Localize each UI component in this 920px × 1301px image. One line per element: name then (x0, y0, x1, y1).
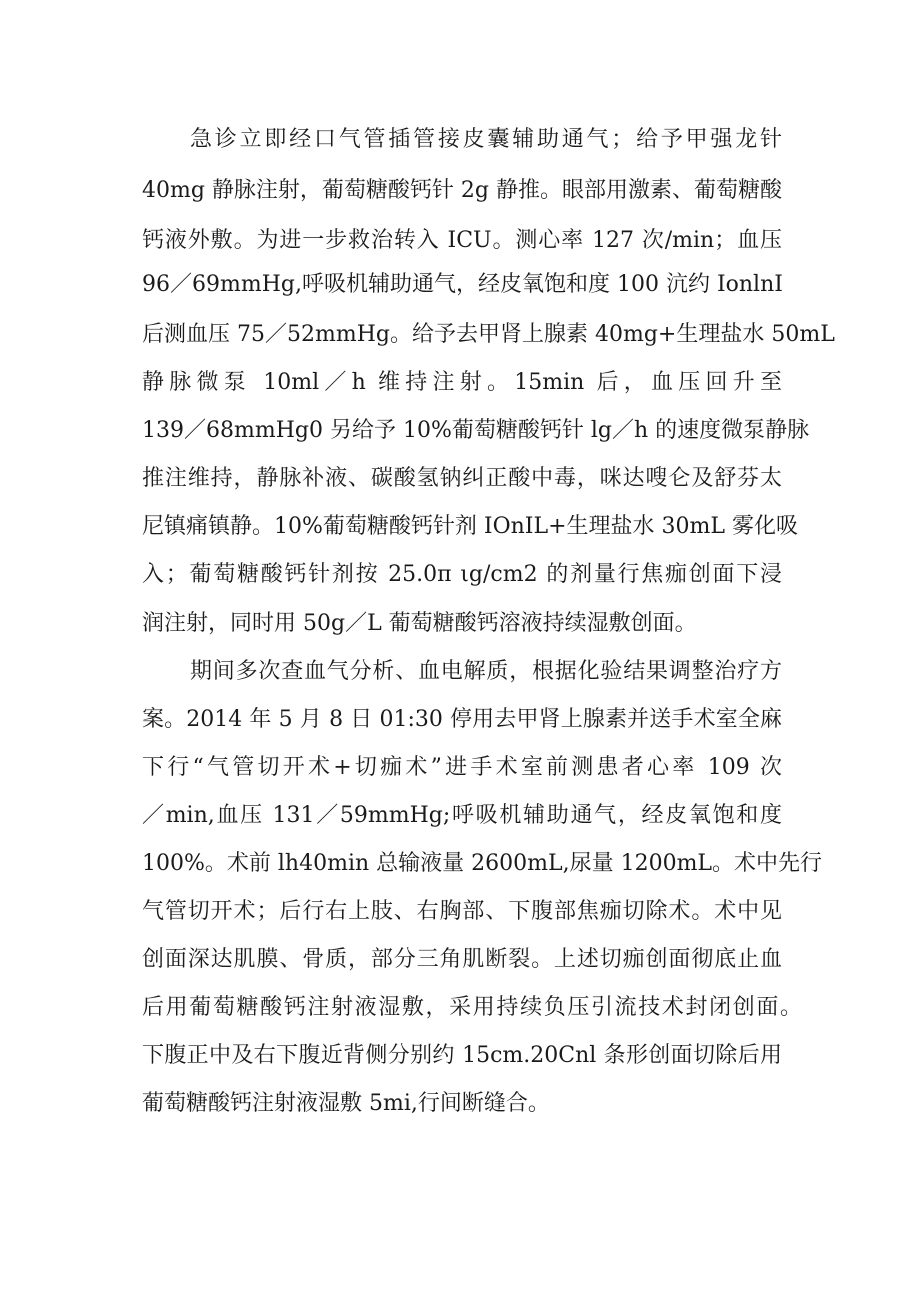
text-line: 静脉微泵 10ml／h 维持注射。15min 后，血压回升至 (142, 370, 782, 395)
text-line: 钙液外敷。为进一步救治转入 ICU。测心率 127 次/min；血压 (142, 228, 782, 253)
text-line: 案。2014 年 5 月 8 日 01:30 停用去甲肾上腺素并送手术室全麻 (142, 707, 782, 732)
text-line: 后用葡萄糖酸钙注射液湿敷，采用持续负压引流技术封闭创面。 (142, 995, 802, 1020)
text-line: 139／68mmHg0 另给予 10%葡萄糖酸钙针 lg／h 的速度微泵静脉 (142, 418, 810, 443)
text-line: 葡萄糖酸钙注射液湿敷 5mi,行间断缝合。 (142, 1091, 550, 1116)
text-line: 后测血压 75／52mmHg。给予去甲肾上腺素 40mg+生理盐水 50mL (142, 322, 835, 347)
text-line: 润注射，同时用 50g／L 葡萄糖酸钙溶液持续湿敷创面。 (142, 611, 697, 636)
text-line: 下行“气管切开术+切痂术”进手术室前测患者心率 109 次 (142, 755, 782, 780)
text-line: 期间多次查血气分析、血电解质，根据化验结果调整治疗方 (190, 659, 782, 684)
text-line: ／min,血压 131／59mmHg;呼吸机辅助通气，经皮氧饱和度 (142, 803, 782, 828)
text-line: 创面深达肌膜、骨质，部分三角肌断裂。上述切痂创面彻底止血 (142, 947, 782, 972)
text-line: 100%。术前 lh40min 总输液量 2600mL,尿量 1200mL。术中先行 (142, 851, 823, 876)
text-line: 气管切开术；后行右上肢、右胸部、下腹部焦痂切除术。术中见 (142, 899, 782, 924)
text-line: 推注维持，静脉补液、碳酸氢钠纠正酸中毒，咪达嗖仑及舒芬太 (142, 466, 782, 491)
text-line: 96／69mmHg,呼吸机辅助通气，经皮氧饱和度 100 沆约 IonlnI (142, 272, 783, 297)
text-line: 40mg 静脉注射，葡萄糖酸钙针 2g 静推。眼部用激素、葡萄糖酸 (142, 178, 782, 203)
text-line: 入；葡萄糖酸钙针剂按 25.0π ιg/cm2 的剂量行焦痂创面下浸 (142, 562, 782, 587)
text-line: 尼镇痛镇静。10%葡萄糖酸钙针剂 IOnIL+生理盐水 30mL 雾化吸 (142, 514, 798, 539)
text-line: 下腹正中及右下腹近背侧分别约 15cm.20Cnl 条形创面切除后用 (142, 1043, 782, 1068)
text-line: 急诊立即经口气管插管接皮囊辅助通气；给予甲强龙针 (190, 127, 782, 152)
